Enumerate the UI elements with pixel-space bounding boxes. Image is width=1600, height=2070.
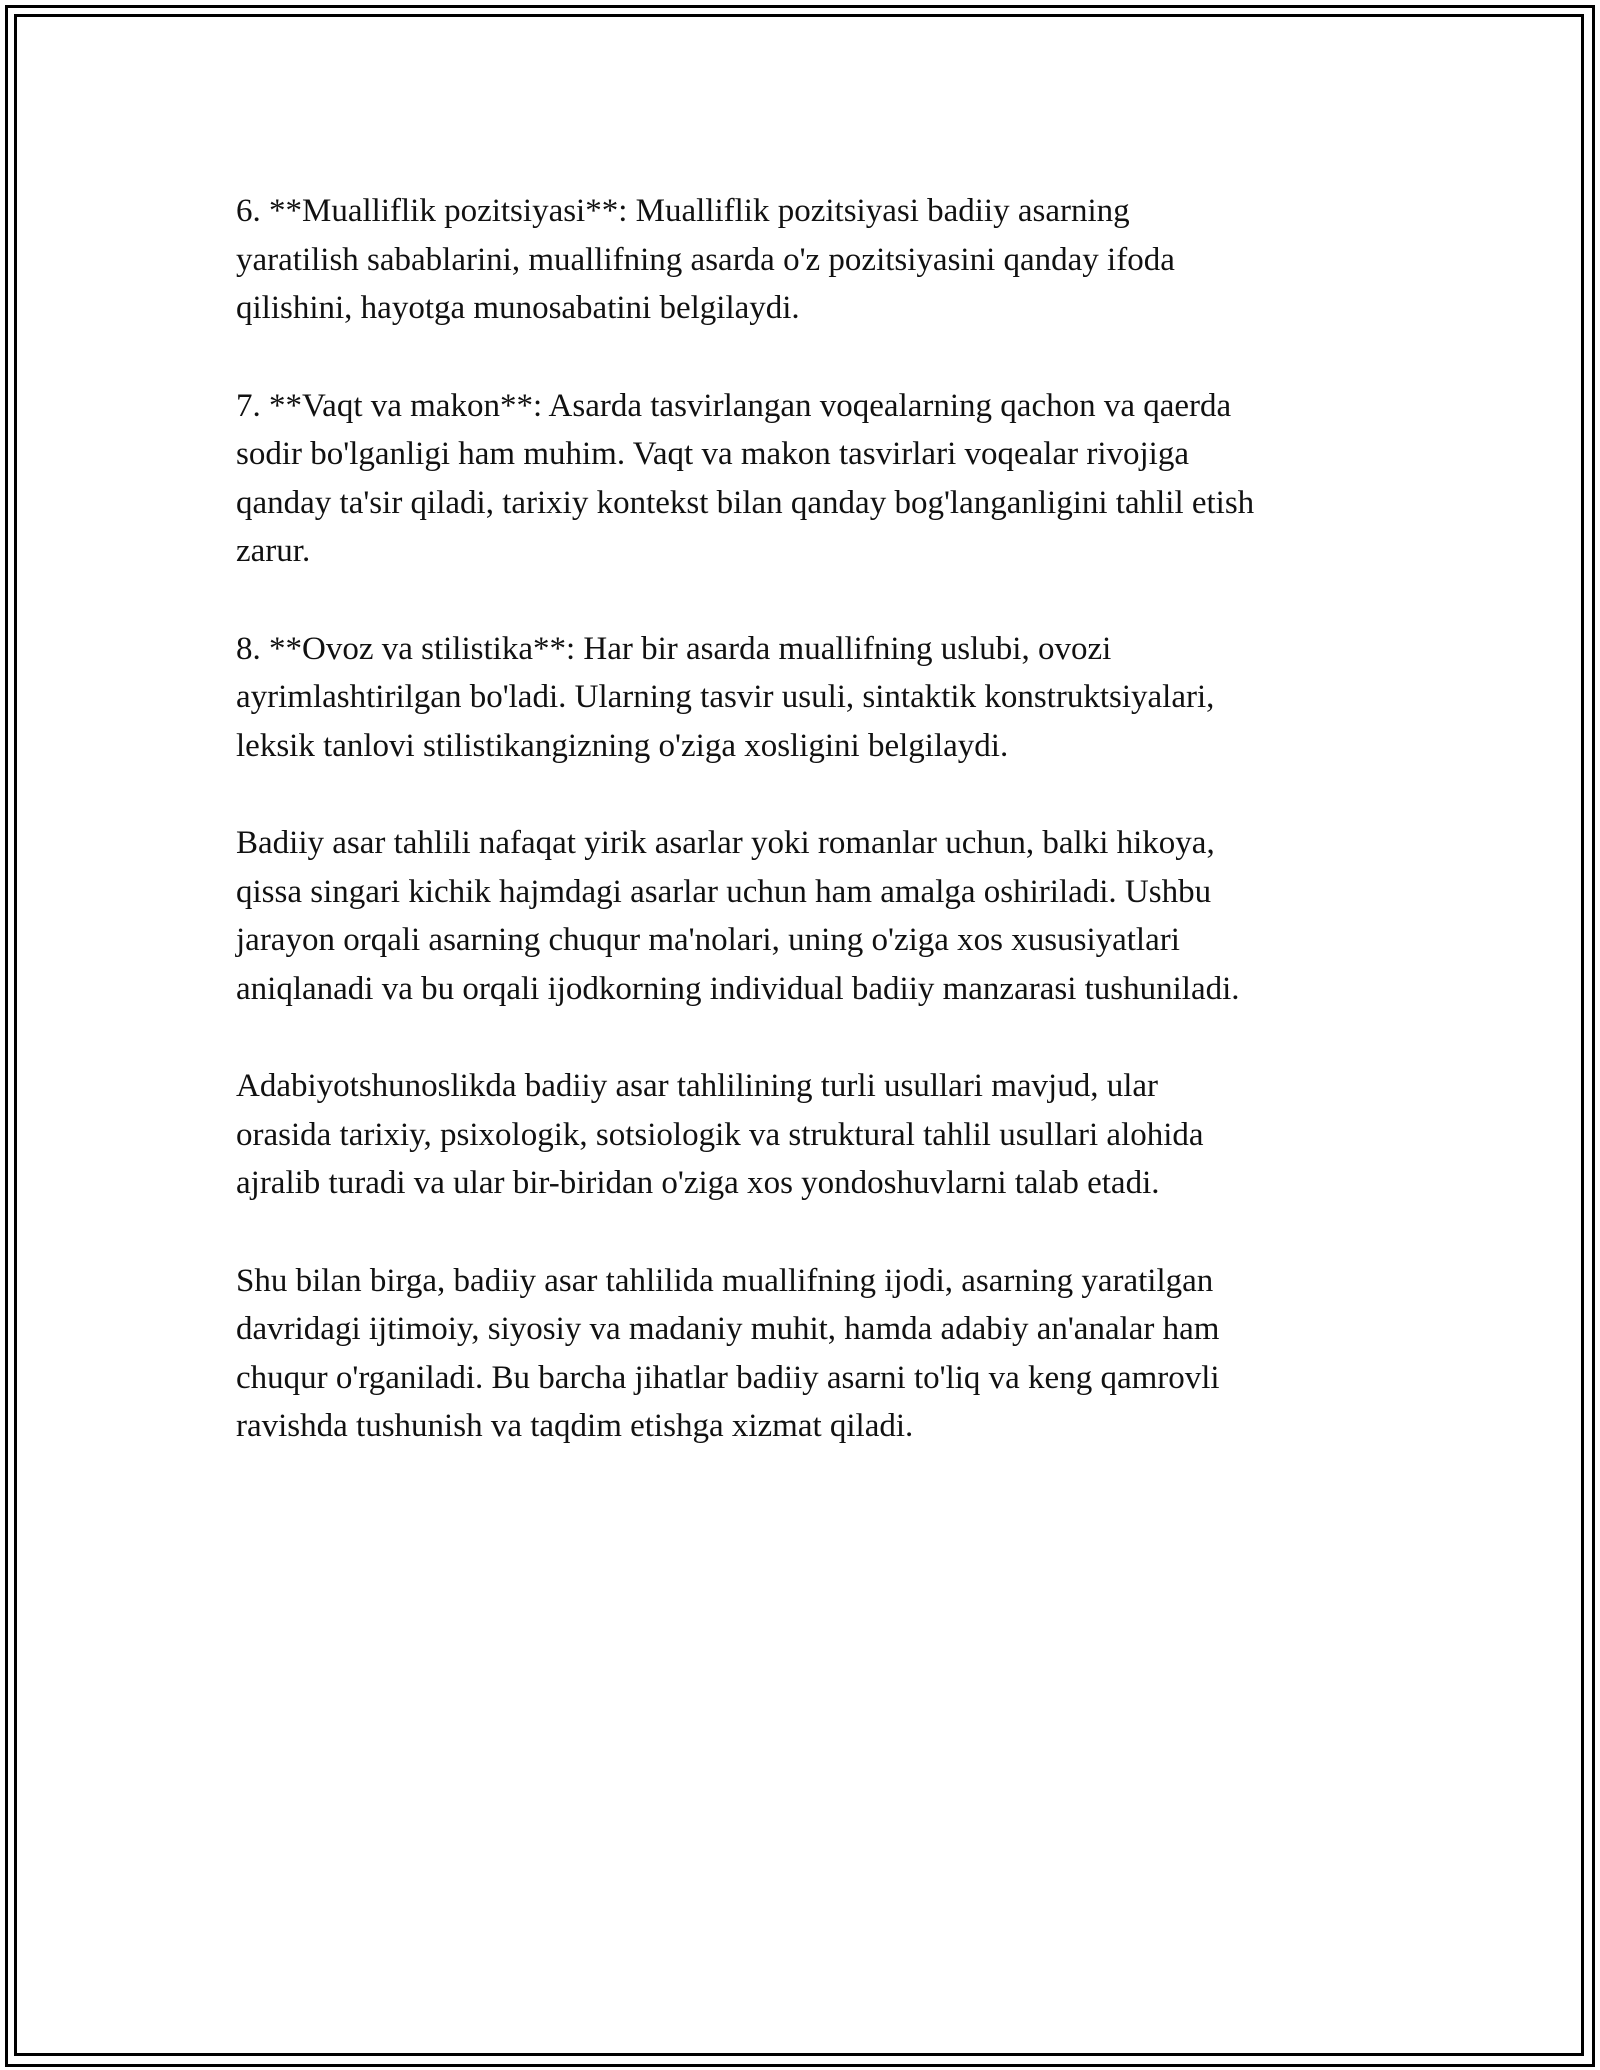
- paragraph-ovoz-va-stilistika: 8. **Ovoz va stilistika**: Har bir asarda muallifning uslubi, ovozi ayrimlashtirilgan bo'ladi. Ularning tasvir usuli, sintaktik konstruktsiyalari, leksik tanlovi stilistikangizning o'ziga xosligini belgilaydi.: [236, 630, 1215, 764]
- paragraph-shu-bilan-birga: Shu bilan birga, badiiy asar tahlilida muallifning ijodi, asarning yaratilgan davridagi ijtimoiy, siyosiy va madaniy muhit, hamda adabiy an'analar ham chuqur o'rganiladi. Bu barcha jihatlar badiiy asarni to'liq va keng qamrovli ravishda tushunish va taqdim etishga xizmat qiladi.: [236, 1262, 1220, 1444]
- paragraph-vaqt-va-makon: 7. **Vaqt va makon**: Asarda tasvirlangan voqealarning qachon va qaerda sodir bo'lganligi ham muhim. Vaqt va makon tasvirlari voqealar rivojiga qanday ta'sir qiladi, tarixiy kontekst bilan qanday bog'langanligini tahlil etish zarur.: [236, 387, 1255, 569]
- paragraph-tahlil-usullari: Adabiyotshunoslikda badiiy asar tahlilining turli usullari mavjud, ular orasida tarixiy, psixologik, sotsiologik va struktural tahlil usullari alohida ajralib turadi va ular bir-biridan o'ziga xos yondoshuvlarni talab etadi.: [236, 1068, 1204, 1201]
- paragraph-badiiy-asar-tahlili: Badiiy asar tahlili nafaqat yirik asarlar yoki romanlar uchun, balki hikoya, qissa singari kichik hajmdagi asarlar uchun ham amalga oshiriladi. Ushbu jarayon orqali asarning chuqur ma'nolari, uning o'ziga xos xususiyatlari aniqlanadi va bu orqali ijodkorning individual badiiy manzarasi tushuniladi.: [236, 825, 1240, 1007]
- paragraph-mualliflik-pozitsiyasi: 6. **Mualliflik pozitsiyasi**: Mualliflik pozitsiyasi badiiy asarning yaratilish sabablarini, muallifning asarda o'z pozitsiyasini qanday ifoda qilishini, hayotga munosabatini belgilaydi.: [236, 193, 1175, 326]
- document-body: [236, 187, 1396, 1500]
